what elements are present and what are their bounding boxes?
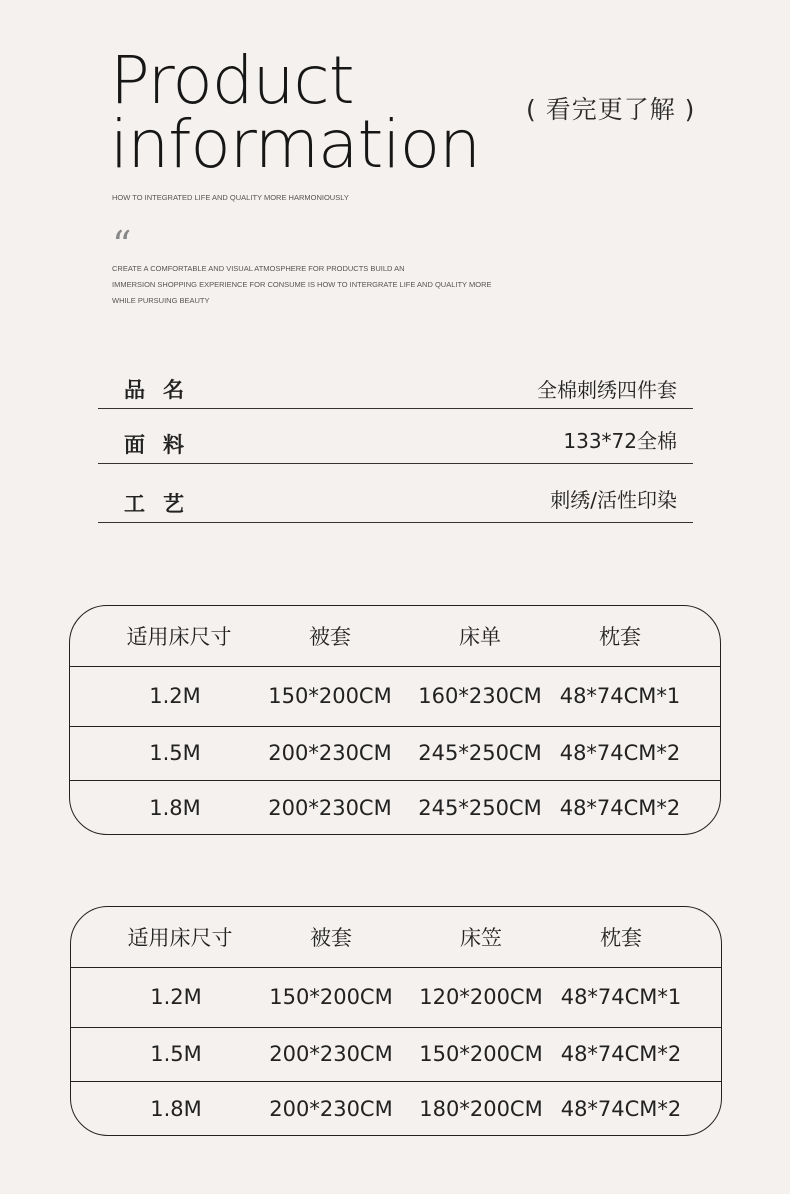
table-cell: 150*200CM: [269, 985, 393, 1009]
table-cell: 48*74CM*2: [560, 1042, 682, 1066]
table-cell: 200*230CM: [268, 796, 392, 820]
table-cell: 48*74CM*1: [559, 684, 681, 708]
table-row: [71, 967, 721, 1028]
table-row: [71, 1027, 721, 1082]
table-cell: 160*230CM: [418, 684, 542, 708]
size-table-sheet: [69, 605, 721, 835]
description-line-2: IMMERSION SHOPPING EXPERIENCE FOR CONSUME IS HOW TO INTERGRATE LIFE AND QUALITY MORE: [112, 280, 492, 289]
table-header-cell: 被套: [309, 625, 351, 649]
table-cell: 200*230CM: [269, 1097, 393, 1121]
page-title-line-1: Product: [110, 42, 354, 119]
table-cell: 150*200CM: [419, 1042, 543, 1066]
info-row-craft: [98, 464, 693, 523]
table-cell: 1.8M: [149, 796, 201, 820]
table-cell: 120*200CM: [419, 985, 543, 1009]
table-cell: 200*230CM: [269, 1042, 393, 1066]
info-value-fabric: 133*72全棉: [563, 429, 677, 453]
info-row-product-name: [98, 360, 693, 409]
table-header-cell: 适用床尺寸: [126, 625, 232, 649]
table-cell: 1.2M: [149, 684, 201, 708]
tagline: HOW TO INTEGRATED LIFE AND QUALITY MORE HARMONIOUSLY: [112, 193, 349, 202]
info-row-fabric: [98, 409, 693, 464]
quote-mark-icon: “: [112, 223, 132, 267]
table-header-cell: 适用床尺寸: [127, 926, 233, 950]
table-cell: 180*200CM: [419, 1097, 543, 1121]
table-row: [71, 1081, 721, 1136]
table-cell: 1.5M: [150, 1042, 202, 1066]
table-cell: 1.8M: [150, 1097, 202, 1121]
table-cell: 1.5M: [149, 741, 201, 765]
table-cell: 200*230CM: [268, 741, 392, 765]
table-header-row: [70, 606, 720, 667]
info-label-product-name: 品名: [124, 378, 202, 402]
table-cell: 48*74CM*2: [559, 741, 681, 765]
description-line-1: CREATE A COMFORTABLE AND VISUAL ATMOSPHERE FOR PRODUCTS BUILD AN: [112, 264, 405, 273]
table-row: [70, 726, 720, 781]
read-more-hint: ( 看完更了解 ): [526, 95, 696, 124]
table-header-cell: 床单: [459, 625, 501, 649]
table-header-cell: 床笠: [460, 926, 502, 950]
info-label-fabric: 面料: [124, 433, 202, 457]
info-label-craft: 工艺: [124, 492, 202, 516]
table-row: [70, 780, 720, 835]
table-row: [70, 666, 720, 727]
info-value-product-name: 全棉刺绣四件套: [537, 378, 677, 402]
table-cell: 150*200CM: [268, 684, 392, 708]
table-header-cell: 枕套: [600, 926, 642, 950]
page-title-line-2: information: [110, 106, 480, 183]
table-cell: 245*250CM: [418, 741, 542, 765]
description-line-3: WHILE PURSUING BEAUTY: [112, 296, 210, 305]
table-cell: 48*74CM*2: [559, 796, 681, 820]
table-header-row: [71, 907, 721, 968]
table-cell: 48*74CM*2: [560, 1097, 682, 1121]
info-value-craft: 刺绣/活性印染: [550, 488, 677, 512]
table-header-cell: 枕套: [599, 625, 641, 649]
table-cell: 245*250CM: [418, 796, 542, 820]
table-header-cell: 被套: [310, 926, 352, 950]
size-table-fitted-sheet: [70, 906, 722, 1136]
table-cell: 48*74CM*1: [560, 985, 682, 1009]
table-cell: 1.2M: [150, 985, 202, 1009]
